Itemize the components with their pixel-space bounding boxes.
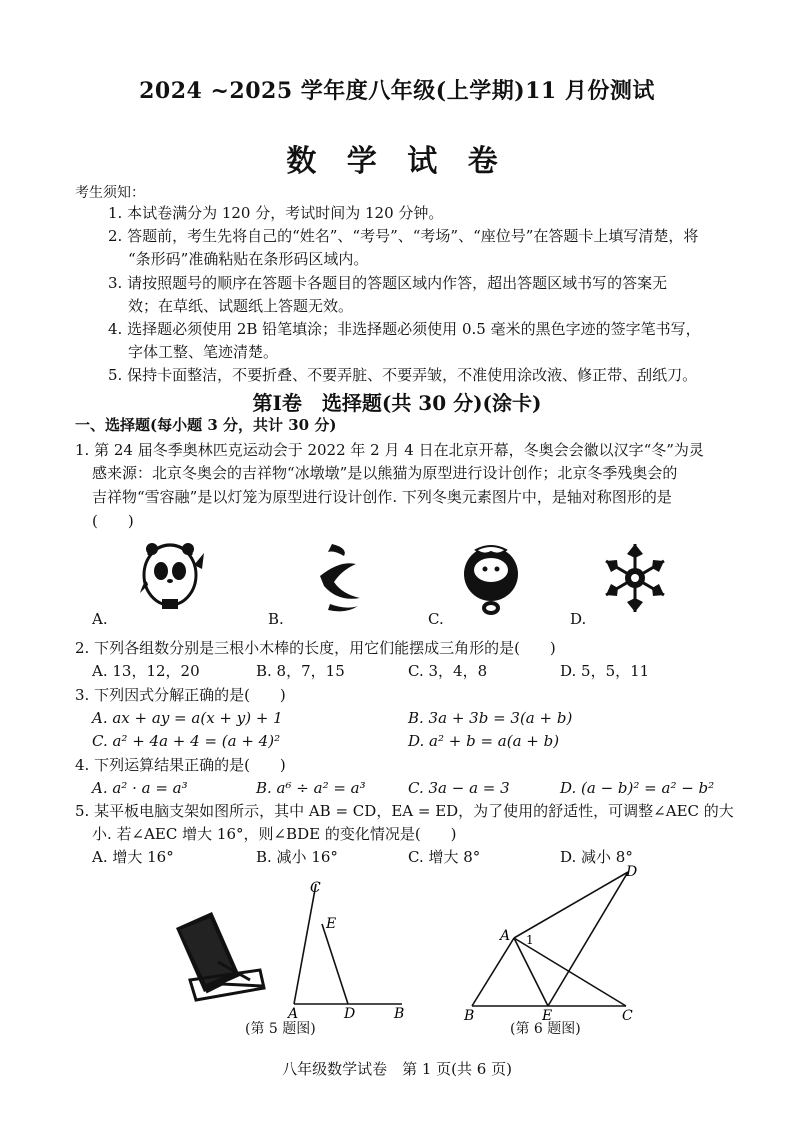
q1-option-c-label: C. [428,610,444,628]
q2-stem: 2. 下列各组数分别是三根小木棒的长度，用它们能摆成三角形的是( ) [75,639,556,657]
notice-item-4-cont: 字体工整、笔迹清楚。 [128,343,279,361]
fig5-line-ca [294,884,316,1004]
winter-olympics-emblem-image [312,540,367,615]
figure-5-diagram [280,872,420,1022]
q1-option-b-label: B. [268,610,284,628]
q1-line-1: 1. 第 24 届冬季奥林匹克运动会于 2022 年 2 月 4 日在北京开幕，冬奥会会徽以汉字“冬”为灵 [75,441,704,459]
notice-item-3: 3. 请按照题号的顺序在答题卡各题目的答题区域内作答，超出答题区域书写的答案无 [108,274,668,292]
section-subtitle-rest: (每小题 3 分，共计 30 分) [150,416,337,434]
q3-option-b: B. 3a + 3b = 3(a + b) [408,709,573,727]
q2-option-b: B. 8，7，15 [256,662,345,680]
notice-item-2-cont: “条形码”准确粘贴在条形码区域内。 [128,250,369,268]
page-footer: 八年级数学试卷 第 1 页(共 6 页) [282,1060,512,1078]
q5-line-2: 小. 若∠AEC 增大 16°，则∠BDE 的变化情况是( ) [92,825,457,843]
fig6-line-ad [514,872,628,938]
paper-title: 数 学 试 卷 [286,144,508,179]
fig5-label-a: A [288,1006,299,1022]
fig5-label-c: C [310,880,321,896]
q5-option-a: A. 增大 16° [92,848,174,866]
fig5-line-ed [322,924,348,1004]
fig6-label-b: B [464,1008,475,1022]
q1-line-2: 感来源：北京冬奥会的吉祥物“冰墩墩”是以熊猫为原型进行设计创作；北京冬季残奥会的 [92,464,678,482]
snowflake-image [595,540,675,616]
notice-item-1: 1. 本试卷满分为 120 分，考试时间为 120 分钟。 [108,204,444,222]
fig6-line-ed [548,872,628,1006]
fig6-label-1: 1 [526,933,534,947]
q3-option-a: A. ax + ay = a(x + y) + 1 [92,709,283,727]
q5-option-d: D. 减小 8° [560,848,633,866]
section-subtitle [75,414,336,436]
notice-item-2: 2. 答题前，考生先将自己的“姓名”、“考号”、“考场”、“座位号”在答题卡上填写清楚，将 [108,227,699,245]
notice-heading: 考生须知： [75,185,145,201]
notice-item-5: 5. 保持卡面整洁，不要折叠、不要弄脏、不要弄皱，不准使用涂改液、修正带、刮纸刀。 [108,366,698,384]
notice-item-3-cont: 效；在草纸、试题纸上答题无效。 [128,297,354,315]
bing-dwen-dwen-image [130,535,210,615]
q2-option-c: C. 3，4，8 [408,662,488,680]
q2-option-a: A. 13，12，20 [92,662,200,680]
q4-stem: 4. 下列运算结果正确的是( ) [75,756,286,774]
fig6-label-d: D [626,864,638,880]
q1-line-3: 吉祥物“雪容融”是以灯笼为原型进行设计创作. 下列冬奥元素图片中，是轴对称图形的是 [92,488,672,506]
fig6-line-ab [472,938,514,1006]
q1-option-a-label: A. [92,610,108,628]
q1-option-d-label: D. [570,610,587,628]
q2-option-d: D. 5，5，11 [560,662,650,680]
fig5-label-b: B [394,1006,405,1022]
q1-line-4: ( ) [92,512,134,530]
q5-line-1: 5. 某平板电脑支架如图所示，其中 AB = CD，EA = ED，为了使用的舒适性，可调整∠AEC 的大 [75,802,734,820]
fig6-label-e: E [542,1008,553,1022]
notice-item-4: 4. 选择题必须使用 2B 铅笔填涂；非选择题必须使用 0.5 毫米的黑色字迹的签字笔书写， [108,320,701,338]
figure-5-caption: (第 5 题图) [245,1021,316,1037]
figure-6-caption: (第 6 题图) [510,1021,581,1037]
q3-option-d: D. a² + b = a(a + b) [408,732,560,750]
q4-option-d: D. (a − b)² = a² − b² [560,779,715,797]
fig6-label-a: A [500,928,511,944]
q4-option-a: A. a² · a = a³ [92,779,188,797]
section-title: 第Ⅰ卷 选择题(共 30 分)(涂卡) [252,391,542,415]
q5-option-b: B. 减小 16° [256,848,338,866]
figure-6-diagram [460,862,650,1022]
tablet-stand-image [170,910,270,1005]
q5-option-c: C. 增大 8° [408,848,481,866]
fig6-label-c: C [622,1008,633,1022]
fig5-label-d: D [344,1006,356,1022]
q3-option-c: C. a² + 4a + 4 = (a + 4)² [92,732,281,750]
q4-option-c: C. 3a − a = 3 [408,779,510,797]
exam-title: 2024 ~2025 学年度八年级(上学期)11 月份测试 [139,78,655,104]
section-subtitle-bold: 一、选择题 [75,416,151,434]
q3-stem: 3. 下列因式分解正确的是( ) [75,686,286,704]
q4-option-b: B. a⁶ ÷ a² = a³ [256,779,366,797]
fig5-label-e: E [326,916,337,932]
shuey-rhon-rhon-image [460,542,522,622]
